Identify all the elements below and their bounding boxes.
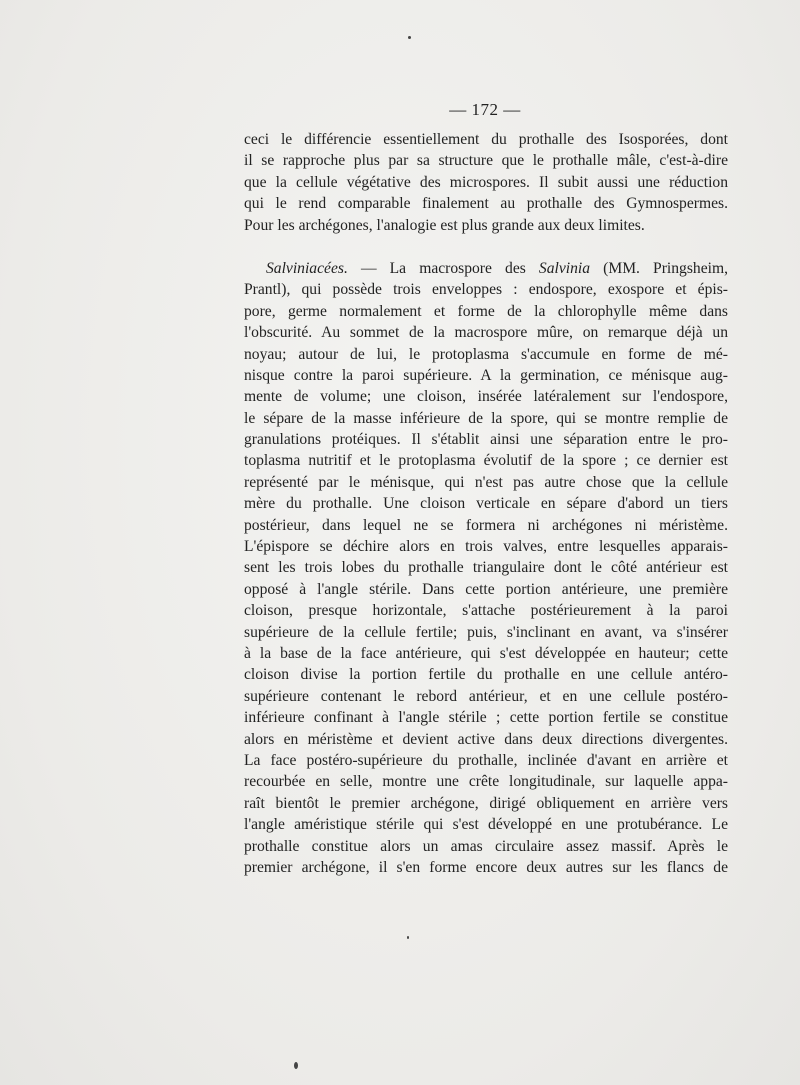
paper-speck [408,36,411,39]
text-line: ceci le différencie essentiellement du prothalle des Isosporées, dont [244,131,728,148]
text-line: Prantl), qui possède trois enveloppes : endospore, exospore et épis- [244,281,728,299]
text-line: premier archégone, il s'en forme encore deux autres sur les flancs de [244,858,728,876]
text-line: postérieur, dans lequel ne se formera ni archégones ni méristème. [244,516,728,534]
text-line: pore, germe normalement et forme de la chlorophylle même dans [244,302,728,320]
text-line: granulations protéiques. Il s'établit ainsi une séparation entre le pro- [244,431,728,449]
text-fragment: — La macrospore des [347,259,539,277]
text-line: supérieure contenant le rebord antérieur, et en une cellule postéro- [244,687,728,705]
text-line: il se rapproche plus par sa structure que le prothalle mâle, c'est-à-dire [244,152,728,170]
text-line: à la base de la face antérieure, qui s'est développée en hauteur; cette [244,644,728,662]
paper-speck [294,1062,298,1069]
text-line: représenté par le ménisque, qui n'est pas autre chose que la cellule [244,473,728,491]
text-line: opposé à l'angle stérile. Dans cette portion antérieure, une première [244,580,728,598]
text-line: noyau; autour de lui, le protoplasma s'accumule en forme de mé- [244,345,728,363]
text-line: mère du prothalle. Une cloison verticale en sépare d'abord un tiers [244,495,728,513]
body-text [244,129,728,878]
text-line: inférieure confinant à l'angle stérile ; cette portion fertile se constitue [244,709,728,727]
text-line: qui le rend comparable finalement au prothalle des Gymnospermes. [244,195,728,213]
text-line: l'angle améristique stérile qui s'est développé en une protubérance. Le [244,816,728,834]
text-line: le sépare de la masse inférieure de la spore, qui se montre remplie de [244,409,728,427]
genus-name: Salvinia [538,259,591,277]
text-line [244,258,728,279]
text-line: La face postéro-supérieure du prothalle, inclinée d'avant en arrière et [244,751,728,769]
section-heading: Salviniacées. [266,259,348,277]
paper-speck [407,936,409,939]
text-line: sent les trois lobes du prothalle triangulaire dont le côté antérieur est [244,559,728,577]
text-line: mente de volume; une cloison, insérée latéralement sur l'endospore, [244,388,728,406]
text-line: raît bientôt le premier archégone, dirigé obliquement en arrière vers [244,794,728,812]
text-line: supérieure de la cellule fertile; puis, s'inclinant en avant, va s'insérer [244,623,728,641]
text-line: alors en méristème et devient active dans deux directions divergentes. [244,730,728,748]
paragraph-1 [244,129,728,236]
text-fragment: (MM. Pringsheim, [590,259,728,277]
text-line: cloison, presque horizontale, s'attache postérieurement à la paroi [244,602,728,620]
text-line: recourbée en selle, montre une crête longitudinale, sur laquelle appa- [244,773,728,791]
text-line: toplasma nutritif et le protoplasma évolutif de la spore ; ce dernier est [244,452,728,470]
paragraph-2 [244,258,728,878]
text-line: l'obscurité. Au sommet de la macrospore mûre, on remarque déjà un [244,324,728,342]
text-line: L'épispore se déchire alors en trois valves, entre lesquelles apparais- [244,538,728,556]
text-line: que la cellule végétative des microspores. Il subit aussi une réduction [244,173,728,191]
text-line: cloison divise la portion fertile du prothalle en une cellule antéro- [244,666,728,684]
text-line: prothalle constitue alors un amas circulaire assez massif. Après le [244,837,728,855]
text-line: nisque contre la paroi supérieure. A la germination, ce ménisque aug- [244,366,728,384]
text-line: Pour les archégones, l'analogie est plus grande aux deux limites. [244,216,645,234]
page-number: — 172 — [449,100,521,119]
